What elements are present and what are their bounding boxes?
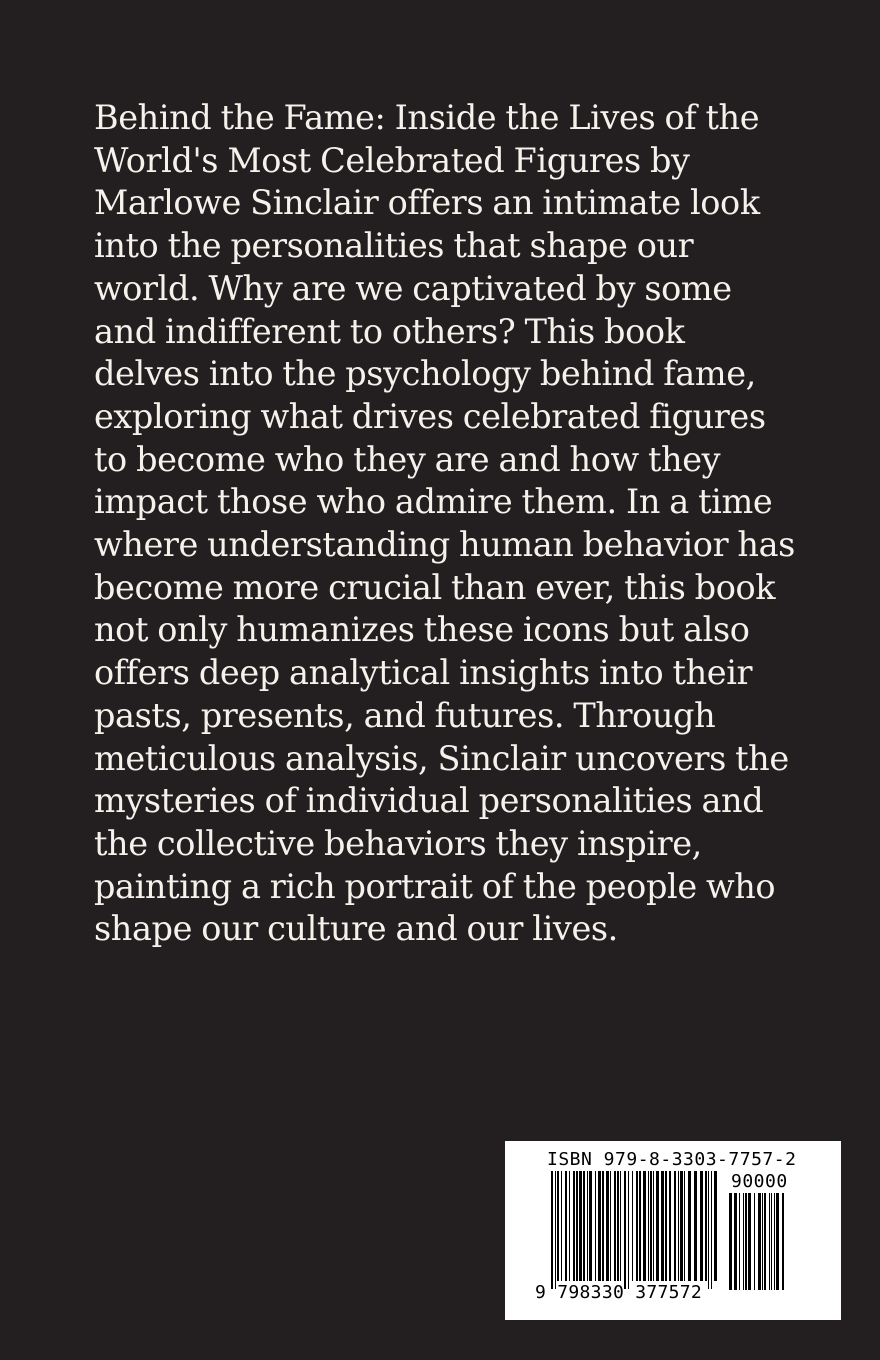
barcode-bar bbox=[555, 1171, 556, 1289]
barcode-bar bbox=[557, 1171, 559, 1281]
blurb-line: into the personalities that shape our bbox=[94, 226, 694, 266]
barcode-bar bbox=[745, 1193, 747, 1290]
barcode-bar bbox=[579, 1171, 582, 1281]
barcode-bar bbox=[729, 1193, 732, 1290]
barcode-bar bbox=[734, 1193, 737, 1290]
barcode-bar bbox=[754, 1193, 755, 1290]
blurb-line: and indifferent to others? This book bbox=[94, 311, 685, 351]
barcode-bar bbox=[762, 1193, 763, 1290]
barcode-bar bbox=[595, 1171, 596, 1281]
blurb-line: delves into the psychology behind fame, bbox=[94, 354, 756, 394]
barcode-bar bbox=[620, 1171, 621, 1281]
barcode-bar bbox=[653, 1171, 654, 1281]
barcode-bar bbox=[661, 1171, 664, 1281]
barcode-bar bbox=[743, 1193, 744, 1290]
barcode-bar bbox=[583, 1171, 585, 1281]
barcode-bar bbox=[674, 1171, 676, 1281]
barcode-bar bbox=[656, 1171, 659, 1281]
barcode-bar bbox=[764, 1193, 766, 1290]
barcode-bar bbox=[573, 1171, 575, 1281]
blurb-line: become more crucial than ever, this book bbox=[94, 567, 776, 607]
blurb-line: not only humanizes these icons but also bbox=[94, 610, 750, 650]
barcode-bar bbox=[708, 1171, 709, 1289]
blurb-line: to become who they are and how they bbox=[94, 439, 721, 479]
barcode-bar bbox=[632, 1171, 633, 1281]
ean-barcode-bars bbox=[551, 1171, 721, 1289]
barcode-bar bbox=[714, 1171, 717, 1281]
barcode-bar bbox=[606, 1171, 609, 1281]
barcode-bar bbox=[684, 1171, 685, 1281]
barcode-bar bbox=[551, 1171, 553, 1289]
blurb-line: World's Most Celebrated Figures by bbox=[94, 140, 690, 180]
barcode-bar bbox=[610, 1171, 611, 1281]
blurb-line: where understanding human behavior has bbox=[94, 525, 795, 565]
barcode-bar bbox=[587, 1171, 588, 1281]
blurb-line: pasts, presents, and futures. Through bbox=[94, 695, 716, 735]
barcode-bar bbox=[711, 1171, 712, 1289]
barcode-bar bbox=[624, 1171, 626, 1289]
ean-digits: 9 798330 377572 bbox=[535, 1282, 703, 1303]
barcode-bar bbox=[688, 1171, 691, 1281]
addon-price-label: 90000 bbox=[731, 1171, 788, 1192]
barcode-bar bbox=[758, 1193, 761, 1290]
isbn-label: ISBN 979-8-3303-7757-2 bbox=[547, 1149, 797, 1170]
blurb-line: exploring what drives celebrated figures bbox=[94, 396, 766, 436]
barcode-bar bbox=[565, 1171, 567, 1281]
blurb-line: mysteries of individual personalities and bbox=[94, 781, 764, 821]
barcode-bar bbox=[782, 1193, 784, 1290]
barcode-bar bbox=[774, 1193, 775, 1290]
blurb-line: painting a rich portrait of the people who bbox=[94, 866, 776, 906]
blurb-line: impact those who admire them. In a time bbox=[94, 482, 773, 522]
barcode-bar bbox=[680, 1171, 683, 1281]
barcode-bar bbox=[739, 1193, 740, 1290]
blurb-line: shape our culture and our lives. bbox=[94, 909, 618, 949]
isbn-barcode bbox=[505, 1141, 841, 1320]
barcode-bar bbox=[694, 1171, 697, 1281]
barcode-bar bbox=[776, 1193, 779, 1290]
barcode-bar bbox=[643, 1171, 646, 1281]
barcode-bar bbox=[636, 1171, 638, 1281]
barcode-bar bbox=[700, 1171, 703, 1281]
barcode-bar bbox=[705, 1171, 707, 1281]
blurb-line: world. Why are we captivated by some bbox=[94, 268, 732, 308]
blurb-line: Behind the Fame: Inside the Lives of the bbox=[94, 98, 760, 137]
barcode-bar bbox=[628, 1171, 629, 1289]
barcode-bar bbox=[769, 1193, 770, 1290]
barcode-bar bbox=[617, 1171, 619, 1281]
barcode-bar bbox=[648, 1171, 649, 1281]
barcode-bar bbox=[589, 1171, 592, 1281]
barcode-bar bbox=[598, 1171, 601, 1281]
barcode-bar bbox=[614, 1171, 616, 1281]
blurb-line: Marlowe Sinclair offers an intimate look bbox=[94, 183, 760, 223]
barcode-bar bbox=[678, 1171, 679, 1281]
blurb-line: offers deep analytical insights into their bbox=[94, 653, 753, 693]
barcode-bar bbox=[639, 1171, 641, 1281]
barcode-bar bbox=[650, 1171, 652, 1281]
barcode-bar bbox=[569, 1171, 570, 1281]
barcode-bar bbox=[669, 1171, 671, 1281]
barcode-bar bbox=[602, 1171, 604, 1281]
blurb-line: meticulous analysis, Sinclair uncovers the bbox=[94, 738, 789, 778]
addon-barcode-bars bbox=[729, 1193, 785, 1290]
barcode-bar bbox=[771, 1193, 772, 1290]
back-cover-blurb bbox=[94, 97, 794, 951]
barcode-bar bbox=[665, 1171, 667, 1281]
blurb-line: the collective behaviors they inspire, bbox=[94, 823, 702, 863]
barcode-bar bbox=[748, 1193, 751, 1290]
barcode-bar bbox=[561, 1171, 562, 1281]
barcode-bar bbox=[576, 1171, 578, 1281]
